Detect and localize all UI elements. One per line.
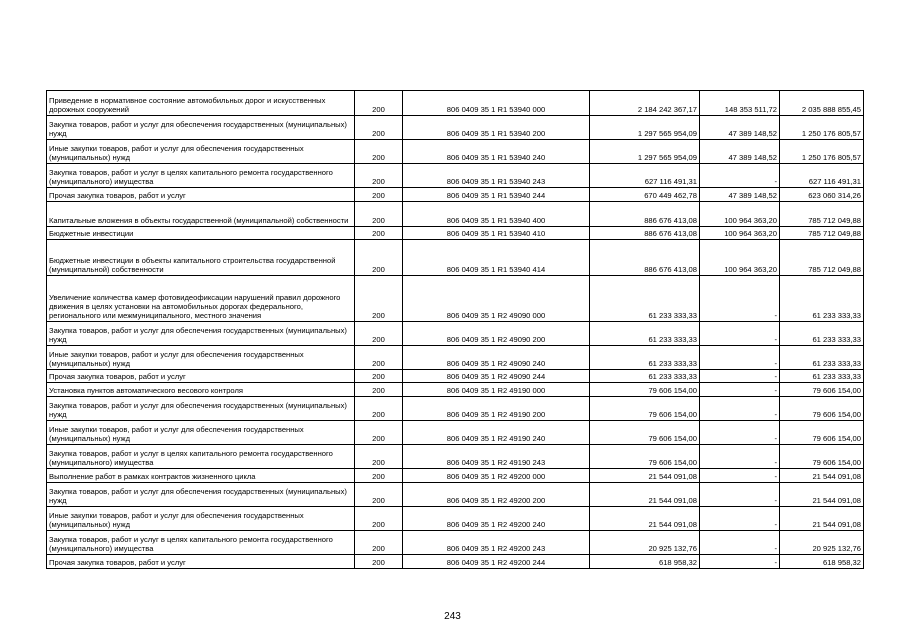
row-amount-approved-cell: 21 544 091,08: [590, 469, 700, 483]
row-amount-executed-cell: -: [700, 346, 780, 370]
row-classification-cell: 806 0409 35 1 R2 49190 200: [403, 397, 590, 421]
row-amount-remaining-cell: 1 250 176 805,57: [780, 140, 864, 164]
row-amount-approved-cell: 61 233 333,33: [590, 346, 700, 370]
row-classification-cell: 806 0409 35 1 R2 49200 000: [403, 469, 590, 483]
row-amount-remaining-cell: 21 544 091,08: [780, 469, 864, 483]
row-amount-remaining-cell: 618 958,32: [780, 555, 864, 569]
table-row: [47, 421, 864, 445]
row-name-cell: Приведение в нормативное состояние автомобильных дорог и искусственных дорожных сооружений: [47, 91, 355, 116]
row-amount-remaining-cell: 785 712 049,88: [780, 240, 864, 276]
row-amount-approved-cell: 61 233 333,33: [590, 370, 700, 383]
row-classification-cell: 806 0409 35 1 R2 49090 244: [403, 370, 590, 383]
table-row: [47, 164, 864, 188]
page-number: 243: [444, 611, 461, 622]
table-row: [47, 240, 864, 276]
budget-table: [46, 90, 864, 569]
row-amount-executed-cell: -: [700, 445, 780, 469]
row-amount-remaining-cell: 1 250 176 805,57: [780, 116, 864, 140]
row-code-cell: 200: [355, 140, 403, 164]
row-code-cell: 200: [355, 188, 403, 202]
budget-table-body: [47, 91, 864, 569]
row-amount-remaining-cell: 61 233 333,33: [780, 370, 864, 383]
row-name-cell: Прочая закупка товаров, работ и услуг: [47, 555, 355, 569]
table-row: [47, 531, 864, 555]
row-amount-remaining-cell: 627 116 491,31: [780, 164, 864, 188]
row-amount-remaining-cell: 785 712 049,88: [780, 202, 864, 227]
row-name-cell: Иные закупки товаров, работ и услуг для обеспечения государственных (муниципальных) нужд: [47, 140, 355, 164]
row-amount-executed-cell: 47 389 148,52: [700, 188, 780, 202]
row-amount-approved-cell: 79 606 154,00: [590, 383, 700, 397]
row-classification-cell: 806 0409 35 1 R1 53940 240: [403, 140, 590, 164]
row-amount-approved-cell: 79 606 154,00: [590, 445, 700, 469]
row-classification-cell: 806 0409 35 1 R1 53940 200: [403, 116, 590, 140]
table-row: [47, 346, 864, 370]
row-code-cell: 200: [355, 383, 403, 397]
table-row: [47, 140, 864, 164]
row-code-cell: 200: [355, 531, 403, 555]
table-row: [47, 188, 864, 202]
row-amount-executed-cell: -: [700, 555, 780, 569]
row-amount-remaining-cell: 61 233 333,33: [780, 276, 864, 322]
row-code-cell: 200: [355, 483, 403, 507]
row-amount-remaining-cell: 2 035 888 855,45: [780, 91, 864, 116]
row-classification-cell: 806 0409 35 1 R2 49090 200: [403, 322, 590, 346]
table-row: [47, 507, 864, 531]
table-row: [47, 227, 864, 240]
row-amount-approved-cell: 886 676 413,08: [590, 227, 700, 240]
row-classification-cell: 806 0409 35 1 R1 53940 414: [403, 240, 590, 276]
row-classification-cell: 806 0409 35 1 R2 49200 243: [403, 531, 590, 555]
row-name-cell: Капитальные вложения в объекты государственной (муниципальной) собственности: [47, 202, 355, 227]
row-amount-approved-cell: 627 116 491,31: [590, 164, 700, 188]
row-classification-cell: 806 0409 35 1 R1 53940 410: [403, 227, 590, 240]
row-amount-remaining-cell: 79 606 154,00: [780, 383, 864, 397]
row-name-cell: Закупка товаров, работ и услуг для обеспечения государственных (муниципальных) нужд: [47, 397, 355, 421]
row-classification-cell: 806 0409 35 1 R1 53940 243: [403, 164, 590, 188]
row-amount-remaining-cell: 79 606 154,00: [780, 397, 864, 421]
row-name-cell: Выполнение работ в рамках контрактов жизненного цикла: [47, 469, 355, 483]
table-row: [47, 91, 864, 116]
row-code-cell: 200: [355, 116, 403, 140]
row-amount-approved-cell: 886 676 413,08: [590, 202, 700, 227]
row-code-cell: 200: [355, 202, 403, 227]
row-amount-approved-cell: 618 958,32: [590, 555, 700, 569]
row-code-cell: 200: [355, 421, 403, 445]
row-amount-remaining-cell: 79 606 154,00: [780, 445, 864, 469]
row-code-cell: 200: [355, 164, 403, 188]
row-amount-approved-cell: 21 544 091,08: [590, 483, 700, 507]
row-amount-executed-cell: -: [700, 370, 780, 383]
row-amount-executed-cell: -: [700, 531, 780, 555]
row-amount-remaining-cell: 21 544 091,08: [780, 507, 864, 531]
row-amount-remaining-cell: 61 233 333,33: [780, 322, 864, 346]
row-name-cell: Иные закупки товаров, работ и услуг для обеспечения государственных (муниципальных) нужд: [47, 346, 355, 370]
row-code-cell: 200: [355, 507, 403, 531]
row-amount-approved-cell: 2 184 242 367,17: [590, 91, 700, 116]
row-amount-approved-cell: 79 606 154,00: [590, 397, 700, 421]
row-amount-remaining-cell: 79 606 154,00: [780, 421, 864, 445]
row-name-cell: Закупка товаров, работ и услуг в целях капитального ремонта государственного (муниципального) имущества: [47, 164, 355, 188]
row-amount-remaining-cell: 785 712 049,88: [780, 227, 864, 240]
row-amount-executed-cell: 148 353 511,72: [700, 91, 780, 116]
row-amount-approved-cell: 1 297 565 954,09: [590, 140, 700, 164]
row-amount-executed-cell: 47 389 148,52: [700, 140, 780, 164]
row-code-cell: 200: [355, 445, 403, 469]
row-code-cell: 200: [355, 346, 403, 370]
row-code-cell: 200: [355, 397, 403, 421]
row-classification-cell: 806 0409 35 1 R2 49190 000: [403, 383, 590, 397]
row-name-cell: Бюджетные инвестиции в объекты капитального строительства государственной (муниципальной) собственности: [47, 240, 355, 276]
row-amount-executed-cell: -: [700, 383, 780, 397]
row-amount-executed-cell: -: [700, 421, 780, 445]
table-row: [47, 555, 864, 569]
row-classification-cell: 806 0409 35 1 R2 49090 000: [403, 276, 590, 322]
row-amount-executed-cell: 47 389 148,52: [700, 116, 780, 140]
table-row: [47, 483, 864, 507]
row-code-cell: 200: [355, 555, 403, 569]
row-code-cell: 200: [355, 240, 403, 276]
row-amount-remaining-cell: 61 233 333,33: [780, 346, 864, 370]
row-code-cell: 200: [355, 227, 403, 240]
table-row: [47, 469, 864, 483]
table-row: [47, 116, 864, 140]
row-name-cell: Прочая закупка товаров, работ и услуг: [47, 188, 355, 202]
table-row: [47, 445, 864, 469]
row-code-cell: 200: [355, 370, 403, 383]
row-name-cell: Увеличение количества камер фотовидеофиксации нарушений правил дорожного движения в целях установки на автомобильных дорогах федерального, регионального или межмуниципального, местного значения: [47, 276, 355, 322]
row-name-cell: Закупка товаров, работ и услуг в целях капитального ремонта государственного (муниципального) имущества: [47, 531, 355, 555]
row-name-cell: Закупка товаров, работ и услуг для обеспечения государственных (муниципальных) нужд: [47, 322, 355, 346]
row-name-cell: Бюджетные инвестиции: [47, 227, 355, 240]
row-name-cell: Иные закупки товаров, работ и услуг для обеспечения государственных (муниципальных) нужд: [47, 421, 355, 445]
row-amount-executed-cell: 100 964 363,20: [700, 202, 780, 227]
row-classification-cell: 806 0409 35 1 R2 49200 200: [403, 483, 590, 507]
row-name-cell: Прочая закупка товаров, работ и услуг: [47, 370, 355, 383]
row-amount-approved-cell: 61 233 333,33: [590, 322, 700, 346]
table-row: [47, 383, 864, 397]
row-amount-approved-cell: 20 925 132,76: [590, 531, 700, 555]
table-row: [47, 370, 864, 383]
row-amount-executed-cell: -: [700, 164, 780, 188]
row-classification-cell: 806 0409 35 1 R1 53940 000: [403, 91, 590, 116]
row-code-cell: 200: [355, 322, 403, 346]
row-amount-executed-cell: 100 964 363,20: [700, 227, 780, 240]
row-amount-approved-cell: 886 676 413,08: [590, 240, 700, 276]
table-row: [47, 276, 864, 322]
row-amount-approved-cell: 1 297 565 954,09: [590, 116, 700, 140]
row-amount-executed-cell: -: [700, 322, 780, 346]
row-name-cell: Иные закупки товаров, работ и услуг для обеспечения государственных (муниципальных) нужд: [47, 507, 355, 531]
row-name-cell: Закупка товаров, работ и услуг для обеспечения государственных (муниципальных) нужд: [47, 116, 355, 140]
table-row: [47, 397, 864, 421]
table-row: [47, 322, 864, 346]
row-amount-remaining-cell: 21 544 091,08: [780, 483, 864, 507]
row-classification-cell: 806 0409 35 1 R2 49200 244: [403, 555, 590, 569]
row-name-cell: Закупка товаров, работ и услуг для обеспечения государственных (муниципальных) нужд: [47, 483, 355, 507]
row-classification-cell: 806 0409 35 1 R1 53940 400: [403, 202, 590, 227]
row-amount-executed-cell: 100 964 363,20: [700, 240, 780, 276]
row-amount-executed-cell: -: [700, 469, 780, 483]
row-classification-cell: 806 0409 35 1 R1 53940 244: [403, 188, 590, 202]
row-amount-remaining-cell: 623 060 314,26: [780, 188, 864, 202]
table-row: [47, 202, 864, 227]
row-amount-executed-cell: -: [700, 397, 780, 421]
row-amount-approved-cell: 21 544 091,08: [590, 507, 700, 531]
row-amount-executed-cell: -: [700, 507, 780, 531]
row-amount-approved-cell: 670 449 462,78: [590, 188, 700, 202]
row-classification-cell: 806 0409 35 1 R2 49200 240: [403, 507, 590, 531]
row-amount-executed-cell: -: [700, 276, 780, 322]
row-name-cell: Закупка товаров, работ и услуг в целях капитального ремонта государственного (муниципального) имущества: [47, 445, 355, 469]
row-code-cell: 200: [355, 276, 403, 322]
row-amount-approved-cell: 79 606 154,00: [590, 421, 700, 445]
row-amount-remaining-cell: 20 925 132,76: [780, 531, 864, 555]
row-code-cell: 200: [355, 469, 403, 483]
row-classification-cell: 806 0409 35 1 R2 49190 240: [403, 421, 590, 445]
row-classification-cell: 806 0409 35 1 R2 49190 243: [403, 445, 590, 469]
row-classification-cell: 806 0409 35 1 R2 49090 240: [403, 346, 590, 370]
row-code-cell: 200: [355, 91, 403, 116]
row-amount-executed-cell: -: [700, 483, 780, 507]
row-name-cell: Установка пунктов автоматического весового контроля: [47, 383, 355, 397]
row-amount-approved-cell: 61 233 333,33: [590, 276, 700, 322]
